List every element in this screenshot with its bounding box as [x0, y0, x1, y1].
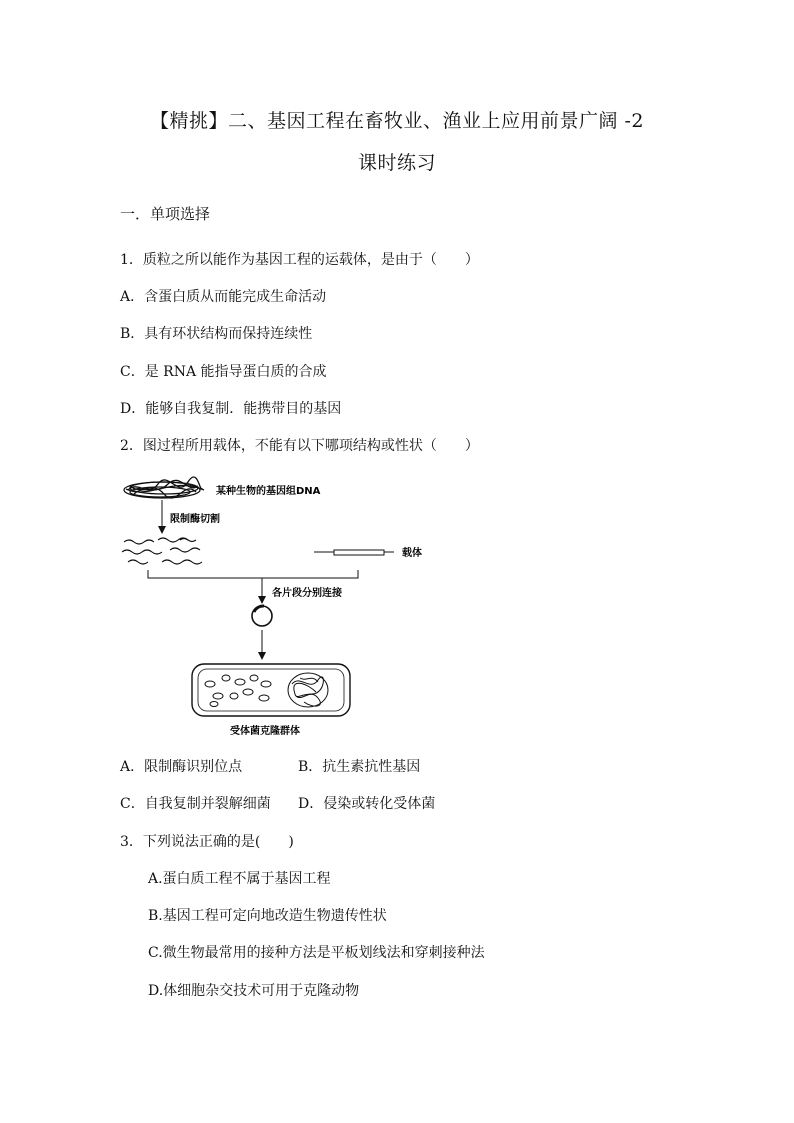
title-line-1: 【精挑】二、基因工程在畜牧业、渔业上应用前景广阔 -2: [149, 110, 645, 132]
genomic-dna-tangle-icon: [124, 477, 204, 498]
question-1-stem: 1．质粒之所以能作为基因工程的运载体，是由于（ ）: [120, 252, 479, 268]
arrow-down-icon: [158, 526, 166, 534]
colony-dish-icon: [192, 664, 350, 716]
vector-icon: [334, 550, 384, 555]
dna-fragments-icon: [122, 538, 202, 564]
question-2-option-b: B．抗生素抗性基因: [298, 759, 421, 775]
colony-label: 受体菌克隆群体: [230, 726, 300, 737]
question-1-option-d: D．能够自我复制．能携带目的基因: [120, 401, 342, 417]
question-2-option-d: D．侵染或转化受体菌: [298, 796, 436, 812]
question-1-option-c: C．是 RNA 能指导蛋白质的合成: [120, 364, 327, 380]
vector-label: 载体: [402, 548, 422, 559]
bacteria-cells-icon: [205, 675, 271, 707]
title-line-2: 课时练习: [357, 152, 436, 174]
question-3-option-c: C.微生物最常用的接种方法是平板划线法和穿刺接种法: [148, 945, 485, 961]
question-3-option-b: B.基因工程可定向地改造生物遗传性状: [148, 908, 387, 924]
question-2-option-a: A．限制酶识别位点: [120, 759, 243, 775]
genomic-dna-label: 某种生物的基因组DNA: [216, 486, 321, 497]
arrow-down-icon: [258, 596, 266, 604]
question-3-option-a: A.蛋白质工程不属于基因工程: [148, 871, 331, 887]
question-1-option-a: A．含蛋白质从而能完成生命活动: [120, 289, 327, 305]
enzyme-cut-label: 限制酶切割: [170, 514, 220, 525]
question-2-stem: 2．图过程所用载体，不能有以下哪项结构或性状（ ）: [120, 438, 479, 454]
question-3-stem: 3．下列说法正确的是( ): [120, 834, 294, 850]
question-3-option-d: D.体细胞杂交技术可用于克隆动物: [148, 983, 360, 999]
connect-label: 各片段分别连接: [272, 588, 342, 599]
host-cell-tangle-icon: [288, 673, 328, 707]
gene-cloning-diagram: [118, 470, 422, 750]
section-heading: 一．单项选择: [120, 205, 211, 223]
question-2-option-c: C．自我复制并裂解细菌: [120, 796, 271, 812]
arrow-down-icon: [258, 652, 266, 660]
question-1-option-b: B．具有环状结构而保持连续性: [120, 326, 313, 342]
